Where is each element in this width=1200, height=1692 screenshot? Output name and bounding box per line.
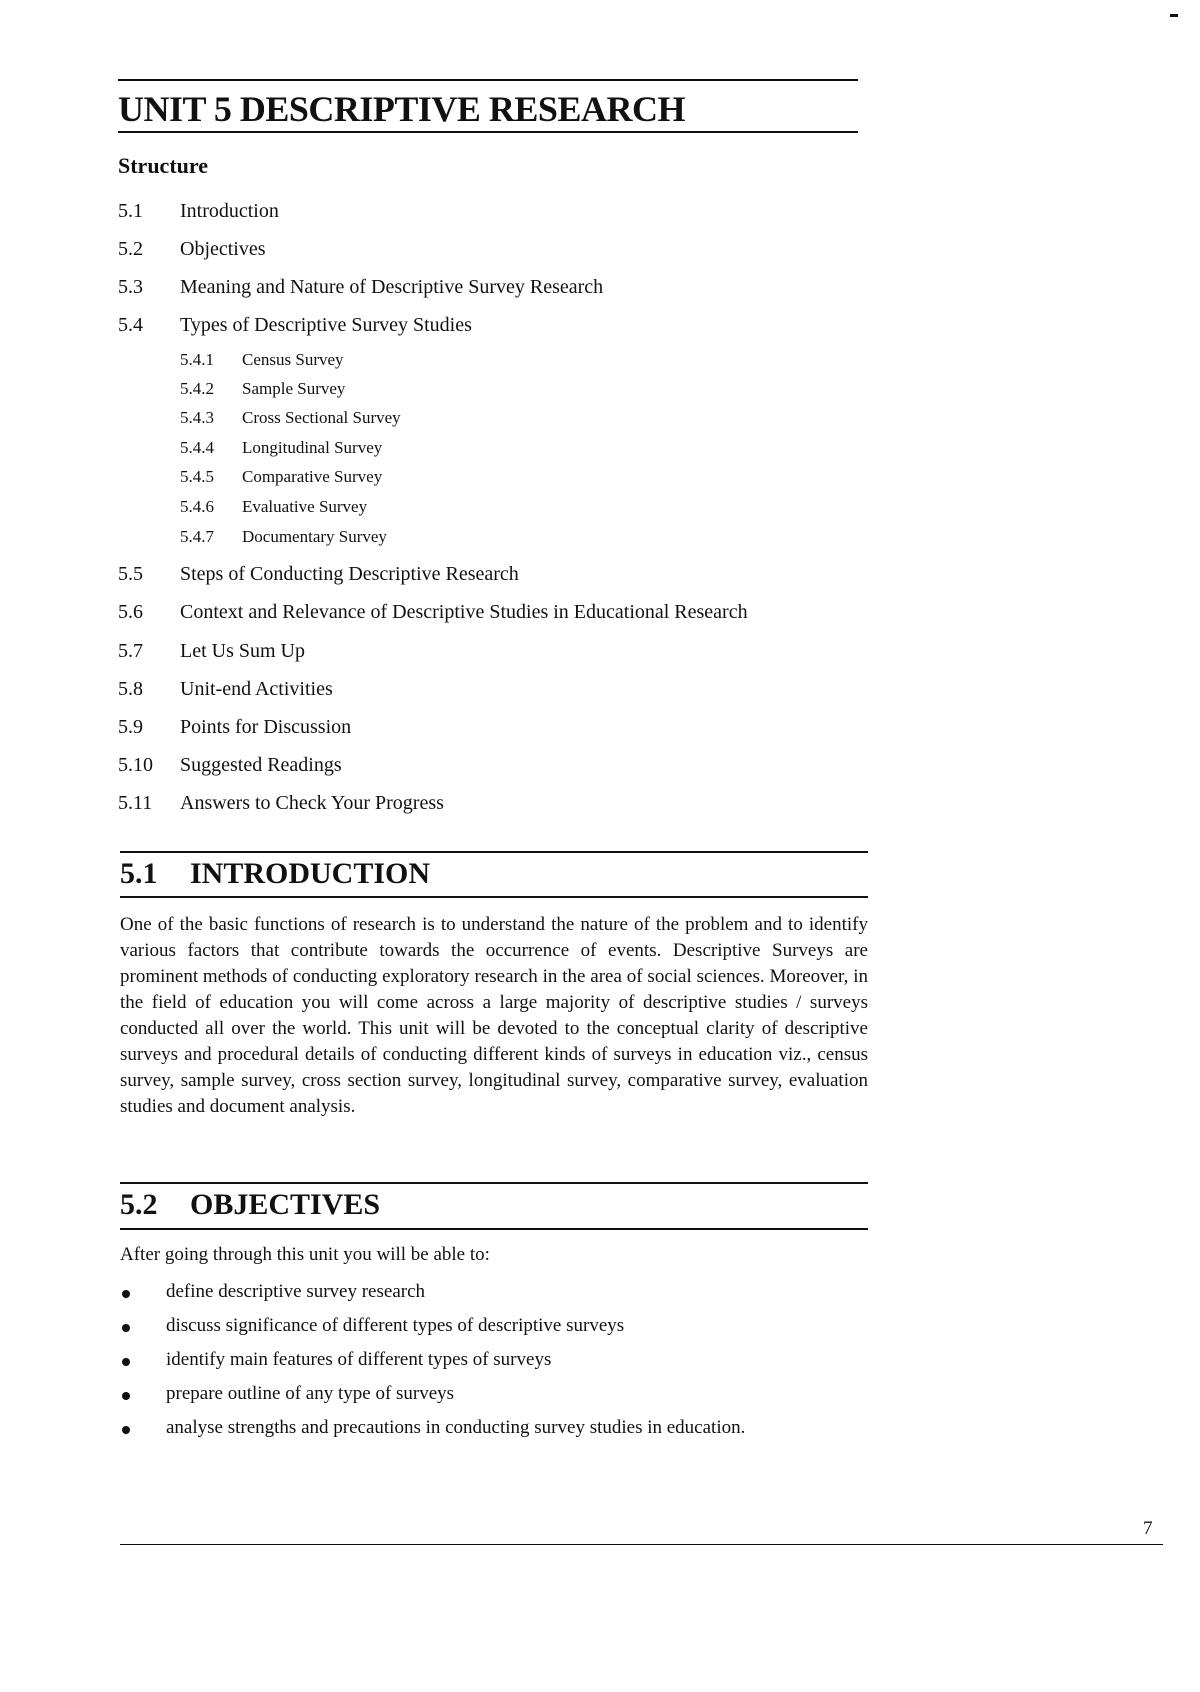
objectives-top-rule — [120, 1182, 868, 1184]
objective-text: define descriptive survey research — [166, 1281, 426, 1302]
toc-item-label: Unit-end Activities — [180, 678, 333, 700]
bullet-icon — [122, 1358, 130, 1366]
section-heading-objectives — [120, 1188, 380, 1222]
toc-subitem-number: 5.4.6 — [180, 497, 214, 516]
page-number: 7 — [1143, 1518, 1153, 1539]
toc-subitem-number: 5.4.2 — [180, 379, 214, 398]
toc-subitem-number: 5.4.3 — [180, 408, 214, 427]
toc-item-number: 5.10 — [118, 754, 153, 776]
section-number: 5.1 — [120, 857, 158, 890]
toc-item-label: Introduction — [180, 200, 279, 222]
objective-text: identify main features of different types of surveys — [166, 1349, 552, 1370]
toc-subitem-number: 5.4.4 — [180, 438, 214, 457]
bullet-icon — [122, 1426, 130, 1434]
toc-item-number: 5.3 — [118, 276, 143, 298]
section-number: 5.2 — [120, 1188, 158, 1221]
toc-item-number: 5.11 — [118, 792, 153, 814]
toc-item-number: 5.5 — [118, 563, 143, 585]
toc-item-label: Suggested Readings — [180, 754, 342, 776]
toc-item-label: Types of Descriptive Survey Studies — [180, 314, 472, 336]
toc-item-label: Meaning and Nature of Descriptive Survey Research — [180, 276, 604, 298]
objective-text: analyse strengths and precautions in conducting survey studies in education. — [166, 1417, 746, 1438]
objective-text: prepare outline of any type of surveys — [166, 1383, 455, 1404]
toc-item-label: Points for Discussion — [180, 716, 352, 738]
structure-label: Structure — [118, 153, 209, 178]
section-heading-introduction — [120, 857, 430, 891]
unit-title: UNIT 5 DESCRIPTIVE RESEARCH — [118, 89, 685, 129]
footer-rule — [120, 1544, 1163, 1545]
title-bottom-rule — [118, 131, 858, 133]
objective-text: discuss significance of different types of descriptive surveys — [166, 1315, 625, 1336]
title-top-rule — [118, 79, 858, 81]
toc-item-number: 5.6 — [118, 601, 143, 623]
toc-item-number: 5.9 — [118, 716, 143, 738]
intro-bottom-rule — [120, 896, 868, 898]
toc-subitem-label: Longitudinal Survey — [242, 438, 383, 457]
objectives-intro: After going through this unit you will be able to: — [120, 1244, 490, 1265]
toc-item-label: Let Us Sum Up — [180, 640, 305, 662]
toc-item-label: Objectives — [180, 238, 266, 260]
section-title: INTRODUCTION — [190, 857, 431, 890]
toc-item-label: Context and Relevance of Descriptive Studies in Educational Research — [180, 601, 748, 623]
toc-subitem-number: 5.4.7 — [180, 527, 214, 546]
corner-mark — [1170, 14, 1178, 17]
toc-subitem-label: Documentary Survey — [242, 527, 387, 546]
toc-item-number: 5.2 — [118, 238, 143, 260]
toc-item-number: 5.7 — [118, 640, 143, 662]
toc-subitem-number: 5.4.1 — [180, 350, 214, 369]
toc-item-label: Answers to Check Your Progress — [180, 792, 444, 814]
toc-subitem-label: Comparative Survey — [242, 467, 383, 486]
toc-item-number: 5.4 — [118, 314, 143, 336]
toc-subitem-label: Cross Sectional Survey — [242, 408, 401, 427]
intro-top-rule — [120, 851, 868, 853]
toc-subitem-label: Evaluative Survey — [242, 497, 368, 516]
bullet-icon — [122, 1392, 130, 1400]
toc-subitem-label: Census Survey — [242, 350, 344, 369]
toc-item-label: Steps of Conducting Descriptive Research — [180, 563, 519, 585]
bullet-icon — [122, 1324, 130, 1332]
toc-item-number: 5.8 — [118, 678, 143, 700]
toc-subitem-number: 5.4.5 — [180, 467, 214, 486]
bullet-icon — [122, 1290, 130, 1298]
toc-subitem-label: Sample Survey — [242, 379, 346, 398]
section-title: OBJECTIVES — [190, 1188, 381, 1221]
introduction-paragraph: One of the basic functions of research is to understand the nature of the problem and to identify various factors that contribute towards the occurrence of events. Descriptive Surveys are prominent methods of conducting exploratory research in the area of social sciences. Moreover, in the field of education you will come across a large majority of descriptive studies / surveys conducted all over the world. This unit will be devoted to the conceptual clarity of descriptive surveys and procedural details of conducting different kinds of surveys in education viz., census survey, sample survey, cross section survey, longitudinal survey, comparative survey, evaluation studies and document analysis. — [120, 914, 868, 1117]
objectives-bottom-rule — [120, 1228, 868, 1230]
toc-item-number: 5.1 — [118, 200, 143, 222]
